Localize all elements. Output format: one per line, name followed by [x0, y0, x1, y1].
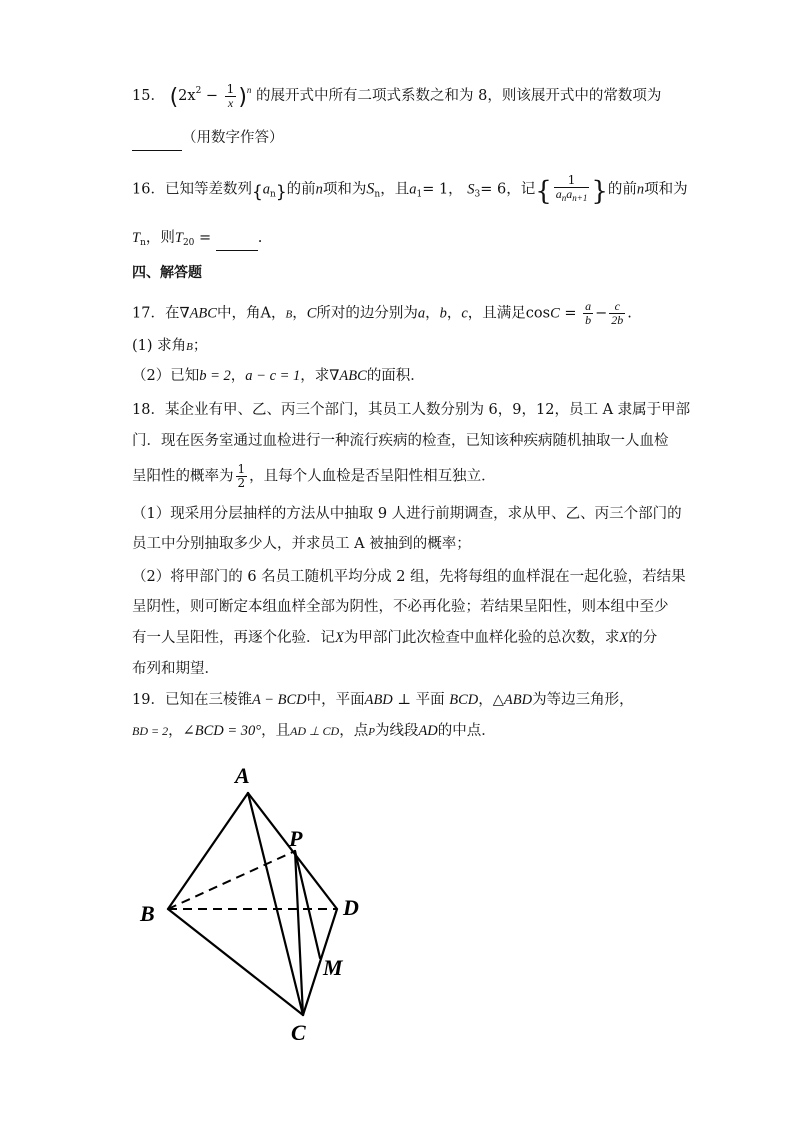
label-A: A: [235, 763, 250, 788]
q15-base: $2x^2$: [178, 86, 202, 104]
q16-line2: $T_n$，则$T_{20}$ = .: [132, 228, 262, 253]
label-P: P: [289, 826, 303, 851]
left-paren: (: [169, 85, 179, 110]
q15-text: 的展开式中所有二项式系数之和为 8，则该展开式中的常数项为: [256, 88, 662, 104]
section-title: 四、解答题: [132, 265, 202, 281]
q18-line5: 员工中分别抽取多少人，并求员工 A 被抽到的概率；: [132, 536, 471, 552]
q16-fraction: $\frac{1}{a_na_{n+1}}$: [555, 173, 588, 203]
q19-line1: 19．已知在三棱锥A − BCD中，平面ABD ⊥ 平面 BCD，△ABD为等边三角形，: [132, 692, 634, 708]
label-B: B: [140, 901, 155, 926]
q17-fraction-2: $\frac{c}{2b}$: [611, 299, 624, 327]
edge-BC: [168, 909, 303, 1015]
q15-number: 15．: [132, 88, 165, 104]
q18-line4: （1）现采用分层抽样的方法从中抽取 9 人进行前期调查，求从甲、乙、丙三个部门的: [132, 506, 682, 522]
q15-note: （用数字作答）: [182, 130, 284, 146]
q15-minus: −: [205, 88, 219, 104]
q15-fraction: $\frac{1}{x}$: [226, 81, 235, 110]
edge-AB: [168, 793, 248, 909]
q18-fraction: $\frac{1}{2}$: [237, 462, 246, 490]
right-paren: ): [238, 85, 247, 110]
q17-fraction-1: $\frac{a}{b}$: [585, 299, 592, 327]
q17-sub2: （2）已知b = 2，a − c = 1，求∇ABC的面积．: [132, 368, 425, 384]
label-D: D: [343, 895, 359, 920]
q17-line1: 17．在∇ABC中，角A，B，C所对的边分别为a，b，c，且满足cosC = $\frac{a}{b}$ − $\frac{c}{2b}$ .: [132, 299, 632, 327]
q18-line8: 有一人呈阳性，再逐个化验．记X为甲部门此次检查中血样化验的总次数，求X的分: [132, 630, 658, 646]
q16-line1: 16．已知等差数列$\{a_n\}$的前n项和为$S_n$，且$a_1= 1$， $S_3= 6$，记{ $\frac{1}{a_na_{n+1}}$ }的前n项和为: [132, 173, 688, 207]
q15-exponent: n: [246, 85, 252, 95]
q18-line2: 门．现在医务室通过血检进行一种流行疾病的检查，已知该种疾病随机抽取一人血检: [132, 433, 669, 449]
q18-line1: 18．某企业有甲、乙、丙三个部门，其员工人数分别为 6，9，12，员工 A 隶属于甲部: [132, 402, 691, 418]
q18-line7: 呈阴性，则可断定本组血样全部为阴性，不必再化验；若结果呈阳性，则本组中至少: [132, 599, 669, 615]
q16-number: 16．: [132, 181, 165, 198]
q19-line2: BD = 2，∠BCD = 30°，且AD ⊥ CD，点P为线段AD的中点．: [132, 723, 496, 739]
label-C: C: [291, 1020, 306, 1045]
label-M: M: [323, 955, 343, 980]
q18-line3: 呈阳性的概率为 $\frac{1}{2}$ ，且每个人血检是否呈阳性相互独立．: [132, 462, 496, 490]
q17-sub1: (1) 求角B；: [132, 338, 208, 354]
q18-line9: 布列和期望．: [132, 661, 219, 677]
q18-line6: （2）将甲部门的 6 名员工随机平均分成 2 组，先将每组的血样混在一起化验，若结果: [132, 569, 686, 585]
